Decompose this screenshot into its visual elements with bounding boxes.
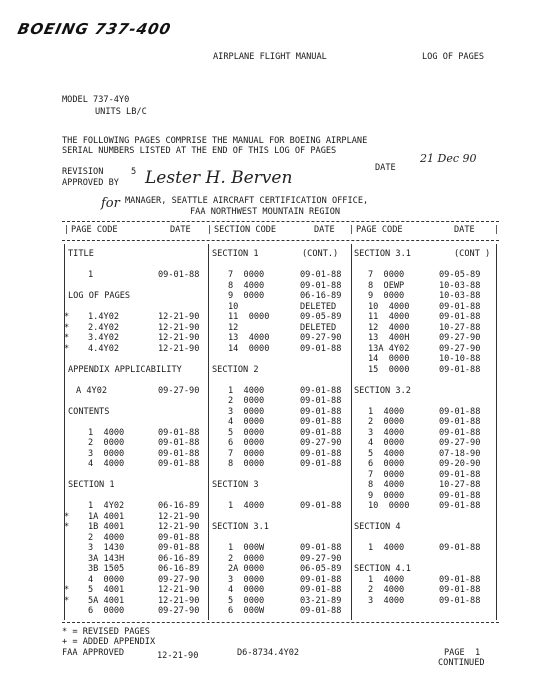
col2-date: 09-01-88	[300, 501, 342, 511]
col3-page-code: SECTION 4	[354, 522, 401, 532]
table-row	[62, 554, 499, 565]
col2-page-code: 2 0000	[228, 396, 265, 406]
log-table-body	[62, 249, 499, 619]
col3-page-code: 5 4000	[368, 448, 405, 459]
col3-date: 09-01-88	[439, 417, 481, 427]
col3-page-code: 2 0000	[368, 417, 405, 427]
col3-page-code: 10 4000	[368, 301, 410, 312]
col2-date: 09-01-88	[300, 574, 342, 585]
table-row	[62, 270, 499, 281]
col1-date: 09-27-90	[158, 385, 200, 396]
col3-page-code: SECTION 4.1	[354, 564, 411, 574]
revision-number: 5	[131, 167, 137, 177]
col3-date: 10-03-88	[439, 291, 481, 301]
col1-page-code: 3.4Y02	[88, 333, 120, 343]
col2-date: 09-01-88	[300, 396, 342, 406]
col2-date: 09-01-88	[300, 459, 342, 469]
col3-date: 09-01-88	[439, 501, 481, 511]
col2-page-code: SECTION 3	[212, 480, 259, 490]
col2-date: 09-01-88	[300, 406, 342, 417]
col2-page-code: 6 000W	[228, 606, 265, 616]
table-row	[62, 281, 499, 292]
col1-date: 09-01-88	[158, 448, 200, 459]
col2-date: 09-27-90	[300, 333, 342, 343]
col1-date: 09-27-90	[158, 574, 200, 585]
col1-date-header: DATE	[170, 225, 191, 235]
col1-page-code: 1	[88, 270, 94, 280]
col3-page-code: 13A 4Y02	[368, 343, 410, 354]
col1-page-code: 5 4001	[88, 585, 125, 595]
units-line: UNITS LB/C	[95, 107, 147, 117]
approved-by-label: APPROVED BY	[62, 178, 119, 188]
table-top-rule	[62, 221, 499, 222]
col3-page-code: 13 400H	[368, 333, 410, 343]
table-row	[62, 585, 499, 596]
col3-date: 09-01-88	[439, 490, 481, 501]
col2-date: 09-05-89	[300, 312, 342, 322]
table-row	[62, 302, 499, 313]
col3-page-code: SECTION 3.1	[354, 249, 411, 259]
col2-date-header: DATE	[314, 225, 335, 235]
col1-date: 12-21-90	[158, 343, 200, 354]
col1-date: 12-21-90	[158, 312, 200, 322]
col1-page-code: 1B 4001	[88, 522, 125, 532]
col2-page-code: 1 4000	[228, 385, 265, 396]
table-row	[62, 501, 499, 512]
col2-page-code: 8 4000	[228, 280, 265, 291]
col2-page-code: 11 0000	[228, 312, 270, 322]
col3-page-code: 8 OEWP	[368, 280, 405, 291]
table-row	[62, 323, 499, 334]
revision-marker: *	[64, 333, 70, 343]
col2-page-code: 8 0000	[228, 459, 265, 469]
table-row	[62, 333, 499, 344]
col3-page-code: 9 0000	[368, 291, 405, 301]
revision-marker: *	[64, 585, 70, 595]
col2-page-code: SECTION 1	[212, 249, 259, 259]
col3-date: 10-10-88	[439, 354, 481, 364]
col1-date: 09-01-88	[158, 459, 200, 469]
table-row	[62, 606, 499, 617]
col3-page-code: 1 4000	[368, 574, 405, 585]
table-row	[62, 344, 499, 355]
col3-continued: (CONT )	[454, 249, 491, 259]
col1-date: 06-16-89	[158, 501, 200, 511]
col3-page-code: 11 4000	[368, 312, 410, 322]
col2-page-code: 3 0000	[228, 406, 265, 417]
col2-page-code: 7 0000	[228, 270, 265, 280]
col1-page-code: 3 0000	[88, 448, 125, 459]
model-line: MODEL 737-4Y0	[62, 95, 130, 105]
col2-code-header: SECTION CODE	[214, 225, 277, 235]
col2-date: 09-27-90	[300, 553, 342, 564]
date-label: DATE	[375, 163, 396, 173]
table-header-row: | PAGE CODE DATE | SECTION CODE DATE | PAGE CODE DATE |	[64, 225, 500, 235]
col3-page-code: 15 0000	[368, 364, 410, 375]
col1-date: 12-21-90	[158, 322, 200, 333]
col3-page-code: 14 0000	[368, 354, 410, 364]
table-row	[62, 533, 499, 544]
manual-title: AIRPLANE FLIGHT MANUAL	[213, 52, 327, 62]
col2-date: 09-01-88	[300, 280, 342, 291]
table-row	[62, 428, 499, 439]
col3-page-code: 10 0000	[368, 501, 410, 511]
page-number: PAGE 1	[444, 648, 481, 658]
approval-signature: Lester H. Berven	[145, 168, 293, 188]
col1-page-code: TITLE	[68, 249, 94, 259]
col2-date: 09-01-88	[300, 385, 342, 396]
table-row	[62, 249, 499, 260]
section-title: LOG OF PAGES	[422, 52, 485, 62]
col3-date: 10-03-88	[439, 280, 481, 291]
table-row	[62, 459, 499, 470]
col3-date: 09-05-89	[439, 270, 481, 280]
col2-date: 09-01-88	[300, 417, 342, 427]
col1-page-code: 3B 1505	[88, 564, 125, 574]
col1-page-code: SECTION 1	[68, 480, 115, 490]
col1-date: 12-21-90	[158, 585, 200, 595]
col1-page-code: 1 4000	[88, 427, 125, 438]
document-number: D6-8734.4Y02	[237, 648, 300, 658]
table-row	[62, 407, 499, 418]
office-line-2: FAA NORTHWEST MOUNTAIN REGION	[190, 207, 341, 217]
col1-date: 09-01-88	[158, 438, 200, 448]
col1-date: 09-01-88	[158, 427, 200, 438]
col2-date: 09-27-90	[300, 438, 342, 448]
col2-page-code: 9 0000	[228, 291, 265, 301]
faa-approved-date: 12-21-90	[157, 651, 199, 661]
col3-date: 10-27-88	[439, 480, 481, 490]
col1-date: 06-16-89	[158, 553, 200, 564]
table-row	[62, 312, 499, 323]
table-row	[62, 438, 499, 449]
table-row	[62, 291, 499, 302]
table-row	[62, 522, 499, 533]
col1-page-code: CONTENTS	[68, 406, 110, 417]
col3-date: 09-01-88	[439, 301, 481, 312]
table-row	[62, 470, 499, 481]
col2-page-code: 6 0000	[228, 438, 265, 448]
table-row	[62, 417, 499, 428]
col2-date: DELETED	[300, 301, 337, 312]
table-row	[62, 375, 499, 386]
col2-page-code: 2 0000	[228, 553, 265, 564]
col2-page-code: 5 0000	[228, 595, 265, 606]
col1-page-code: 4.4Y02	[88, 343, 120, 354]
col1-date: 09-01-88	[158, 270, 200, 280]
revision-marker: *	[64, 511, 70, 522]
col3-page-code: 2 4000	[368, 585, 405, 595]
col1-page-code: LOG OF PAGES	[68, 291, 131, 301]
table-row	[62, 396, 499, 407]
col2-date: 09-01-88	[300, 270, 342, 280]
table-row	[62, 564, 499, 575]
col2-page-code: 12	[228, 322, 239, 333]
col1-date: 12-21-90	[158, 333, 200, 343]
revision-marker: *	[64, 312, 70, 322]
col1-page-code: 6 0000	[88, 606, 125, 616]
col3-date: 09-01-88	[439, 312, 481, 322]
col1-date: 09-01-88	[158, 532, 200, 543]
col1-page-code: 3A 143H	[88, 553, 125, 564]
col3-date-header: DATE	[454, 225, 475, 235]
col3-date: 09-01-88	[439, 585, 481, 595]
col2-date: 09-01-88	[300, 343, 342, 354]
col3-page-code: 9 0000	[368, 490, 405, 501]
col3-page-code: 8 4000	[368, 480, 405, 490]
office-line-1: MANAGER, SEATTLE AIRCRAFT CERTIFICATION OFFICE,	[125, 196, 369, 206]
col1-code-header: PAGE CODE	[71, 225, 118, 235]
col3-date: 09-01-88	[439, 427, 481, 438]
col1-page-code: 1A 4001	[88, 511, 125, 522]
col1-page-code: 1.4Y02	[88, 312, 120, 322]
legend-revised: * = REVISED PAGES	[62, 627, 150, 637]
col3-page-code: 1 4000	[368, 543, 405, 553]
revision-marker: *	[64, 322, 70, 333]
col3-date: 09-20-90	[439, 459, 481, 469]
col2-date: 06-05-89	[300, 564, 342, 574]
col2-date: 03-21-89	[300, 595, 342, 606]
col3-page-code: 7 0000	[368, 469, 405, 480]
col1-date: 12-21-90	[158, 595, 200, 606]
col3-page-code: 7 0000	[368, 270, 405, 280]
col1-date: 09-27-90	[158, 606, 200, 616]
col2-continued: (CONT.)	[302, 249, 339, 259]
revision-label: REVISION	[62, 167, 104, 177]
col2-date: 09-01-88	[300, 585, 342, 595]
boeing-logo: BOEING 737-400	[16, 20, 173, 38]
col1-page-code: 4 4000	[88, 459, 125, 469]
col1-date: 09-01-88	[158, 543, 200, 553]
handwritten-date: 21 Dec 90	[420, 152, 477, 165]
col1-page-code: 1 4Y02	[88, 501, 125, 511]
col2-page-code: 4 0000	[228, 417, 265, 427]
col2-page-code: 4 0000	[228, 585, 265, 595]
col1-date: 06-16-89	[158, 564, 200, 574]
table-header-rule	[62, 240, 499, 241]
col2-page-code: 1 000W	[228, 543, 265, 553]
table-row	[62, 354, 499, 365]
table-row	[62, 491, 499, 502]
col1-page-code: 3 1430	[88, 543, 125, 553]
col2-date: 06-16-89	[300, 291, 342, 301]
col3-page-code: 4 0000	[368, 438, 405, 448]
col3-date: 09-01-88	[439, 543, 481, 553]
table-row	[62, 575, 499, 586]
table-row	[62, 386, 499, 397]
col1-page-code: 5A 4001	[88, 595, 125, 606]
for-handwritten: for	[101, 196, 120, 211]
intro-line-1: THE FOLLOWING PAGES COMPRISE THE MANUAL FOR BOEING AIRPLANE	[62, 136, 368, 146]
col3-date: 09-01-88	[439, 469, 481, 480]
revision-marker: *	[64, 343, 70, 354]
col1-date: 12-21-90	[158, 522, 200, 532]
continued-label: CONTINUED	[438, 658, 485, 668]
table-row	[62, 480, 499, 491]
col3-date: 09-27-90	[439, 438, 481, 448]
col3-date: 10-27-88	[439, 322, 481, 333]
col1-page-code: 2 0000	[88, 438, 125, 448]
col1-page-code: 2.4Y02	[88, 322, 120, 333]
col2-page-code: 7 0000	[228, 448, 265, 459]
revision-marker: *	[64, 522, 70, 532]
col3-page-code: 12 4000	[368, 322, 410, 333]
col3-date: 09-27-90	[439, 333, 481, 343]
col3-page-code: 3 4000	[368, 595, 405, 606]
col2-page-code: 3 0000	[228, 574, 265, 585]
col3-page-code: SECTION 3.2	[354, 385, 411, 396]
col2-page-code: 5 0000	[228, 427, 265, 438]
col3-page-code: 6 0000	[368, 459, 405, 469]
col2-page-code: 2A 0000	[228, 564, 265, 574]
col3-page-code: 3 4000	[368, 427, 405, 438]
table-row	[62, 449, 499, 460]
col3-date: 09-01-88	[439, 595, 481, 606]
col2-date: DELETED	[300, 322, 337, 333]
col3-date: 09-27-90	[439, 343, 481, 354]
table-row	[62, 596, 499, 607]
col1-page-code: 2 4000	[88, 532, 125, 543]
col3-page-code: 1 4000	[368, 406, 405, 417]
col2-page-code: 14 0000	[228, 343, 270, 354]
col2-page-code: 1 4000	[228, 501, 265, 511]
col1-page-code: A 4Y02	[76, 385, 108, 396]
table-row	[62, 260, 499, 271]
col2-date: 09-01-88	[300, 427, 342, 438]
col2-page-code: 10	[228, 301, 239, 312]
legend-added: + = ADDED APPENDIX	[62, 637, 156, 647]
col3-date: 07-18-90	[439, 448, 481, 459]
col3-date: 09-01-88	[439, 406, 481, 417]
col1-page-code: 4 0000	[88, 574, 125, 585]
intro-line-2: SERIAL NUMBERS LISTED AT THE END OF THIS LOG OF PAGES	[62, 146, 337, 156]
table-row	[62, 365, 499, 376]
col2-date: 09-01-88	[300, 543, 342, 553]
col2-page-code: SECTION 2	[212, 364, 259, 375]
col3-date: 09-01-88	[439, 574, 481, 585]
table-bottom-rule	[62, 622, 499, 623]
table-row	[62, 543, 499, 554]
col3-code-header: PAGE CODE	[356, 225, 403, 235]
col2-page-code: SECTION 3.1	[212, 522, 269, 532]
col3-date: 09-01-88	[439, 364, 481, 375]
faa-approved-label: FAA APPROVED	[62, 648, 125, 658]
col1-date: 12-21-90	[158, 511, 200, 522]
table-row	[62, 512, 499, 523]
col2-date: 09-01-88	[300, 448, 342, 459]
col2-date: 09-01-88	[300, 606, 342, 616]
col1-page-code: APPENDIX APPLICABILITY	[68, 364, 182, 375]
revision-marker: *	[64, 595, 70, 606]
col2-page-code: 13 4000	[228, 333, 270, 343]
